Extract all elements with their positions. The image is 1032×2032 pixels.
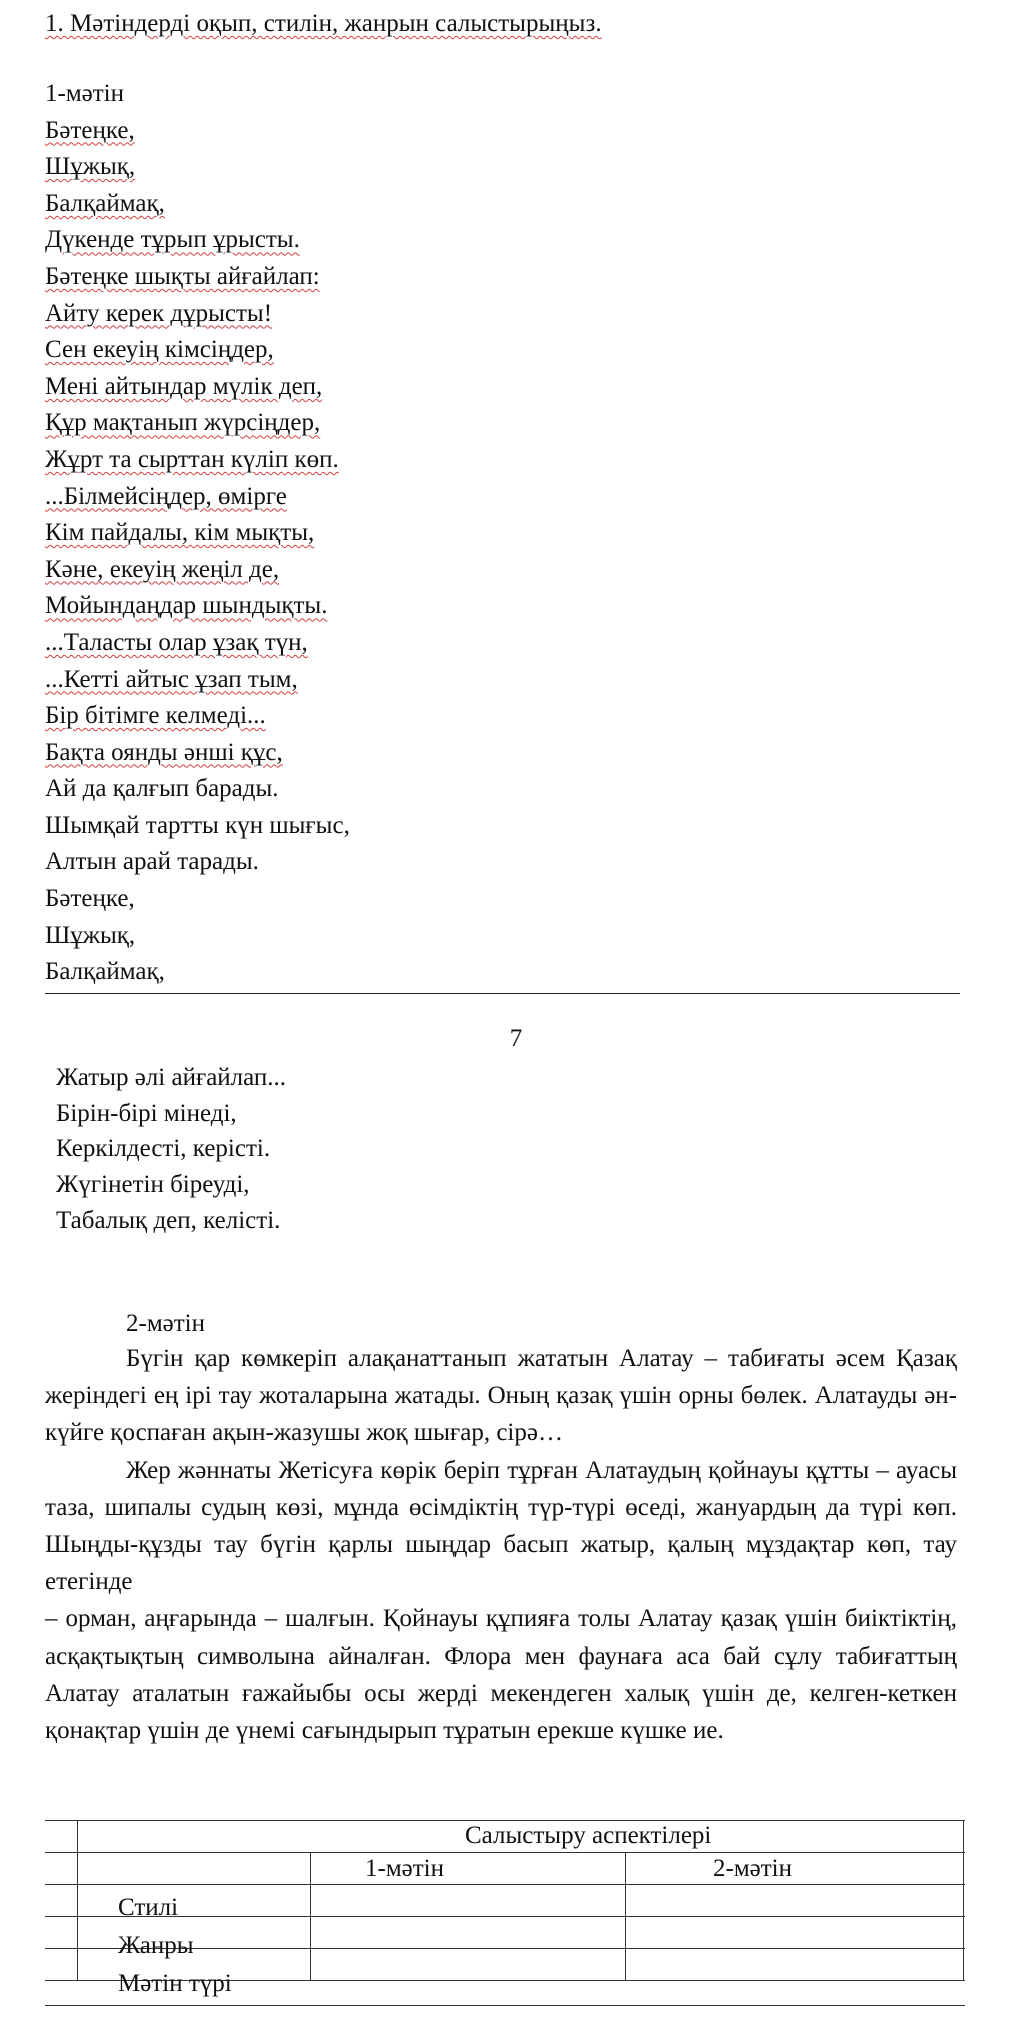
task-text: 1. Мәтіндерді оқып, стилін, жанрын салыстырыңыз. [45, 10, 602, 37]
poem-line: ...Кетті айтыс ұзап тым, [45, 665, 298, 693]
poem-line: Айту керек дұрысты! [45, 299, 273, 327]
poem-line: Шұжық, [45, 921, 136, 949]
poem-line: Жұрт та сырттан күліп көп. [45, 445, 339, 473]
row-label-style: Стилі [118, 1894, 179, 1921]
poem-line: Сен екеуің кімсіңдер, [45, 336, 274, 364]
page-divider [45, 993, 960, 994]
poem-line: Бәтеңке, [45, 885, 135, 913]
text2-paragraph: Жер жәннаты Жетісуға көрік беріп тұрған Алатаудың қойнауы құтты – ауасы таза, шипалы судың көзі, мұнда өсімдіктің түр-түрі өседі, жануардың да түрі көп. Шыңды-құзды тау бүгін қарлы шыңдар басып жатыр, қалың мұздақтар көп, тау етегінде [45, 1456, 957, 1596]
text1-title: 1-мәтін [45, 80, 124, 107]
task-heading [45, 8, 602, 40]
row-label-genre: Жанры [118, 1932, 194, 1959]
poem-line: Шұжық, [45, 153, 136, 181]
poem-line: Мені айтындар мүлік деп, [45, 372, 323, 400]
text2-body [45, 1340, 957, 1749]
text1-poem-continued [56, 1060, 286, 1239]
poem-line: Бәтеңке, [45, 116, 135, 144]
poem-line: Мойындаңдар шындықты. [45, 592, 328, 620]
poem-line: Алтын арай тарады. [45, 848, 259, 876]
poem-line: Табалық деп, келісті. [56, 1206, 281, 1234]
poem-line: Балқаймақ, [45, 958, 165, 986]
poem-line: Керкілдесті, керісті. [56, 1135, 271, 1163]
poem-line: Бірін-бірі мінеді, [56, 1099, 237, 1127]
poem-line: ...Таласты олар ұзақ түн, [45, 628, 308, 656]
row-label-text-type: Мәтін түрі [118, 1970, 232, 1997]
poem-line: Бәтеңке шықты айғайлап: [45, 262, 320, 290]
column-header-text2: 2-мәтін [713, 1855, 792, 1882]
poem-line: Дүкенде тұрып ұрысты. [45, 226, 300, 254]
text2-paragraph: – орман, аңғарында – шалғын. Қойнауы құпияға толы Алатау қазақ үшін биіктіктің, асқақтықтың символына айналған. Флора мен фаунаға аса бай сұлу табиғаттың Алатау аталатын ғажайыбы осы жерді мекендеген халық үшін де, келген-кеткен қонақтар үшін де үнемі сағындырып тұратын ерекше күшке ие. [45, 1605, 957, 1745]
poem-line: Жүгінетін біреуді, [56, 1171, 250, 1199]
page-number: 7 [509, 1025, 523, 1052]
column-header-text1: 1-мәтін [365, 1855, 444, 1882]
poem-line: Балқаймақ, [45, 189, 165, 217]
poem-line: ...Білмейсіңдер, өмірге [45, 482, 287, 510]
poem-line: Кәне, екеуің жеңіл де, [45, 555, 280, 583]
comparison-table [45, 1820, 965, 2006]
text2-paragraph: Бүгін қар көмкеріп алақанаттанып жататын Алатау – табиғаты әсем Қазақ жеріндегі ең ірі тау жоталарына жатады. Оның қазақ үшін орны бөлек. Алатауды ән-күйге қоспаған ақын-жазушы жоқ шығар, сірә… [45, 1345, 957, 1447]
poem-line: Шымқай тартты күн шығыс, [45, 811, 350, 839]
poem-line: Кім пайдалы, кім мықты, [45, 519, 315, 547]
poem-line: Құр мақтанып жүрсіңдер, [45, 409, 321, 437]
table-header: Салыстыру аспектілері [465, 1822, 712, 1849]
text1-poem [45, 76, 350, 991]
poem-line: Бақта оянды әнші құс, [45, 738, 283, 766]
poem-line: Бір бітімге келмеді... [45, 702, 266, 730]
text2-title: 2-мәтін [126, 1310, 205, 1337]
poem-line: Ай да қалғып барады. [45, 775, 279, 803]
poem-line: Жатыр әлі айғайлап... [56, 1064, 287, 1091]
